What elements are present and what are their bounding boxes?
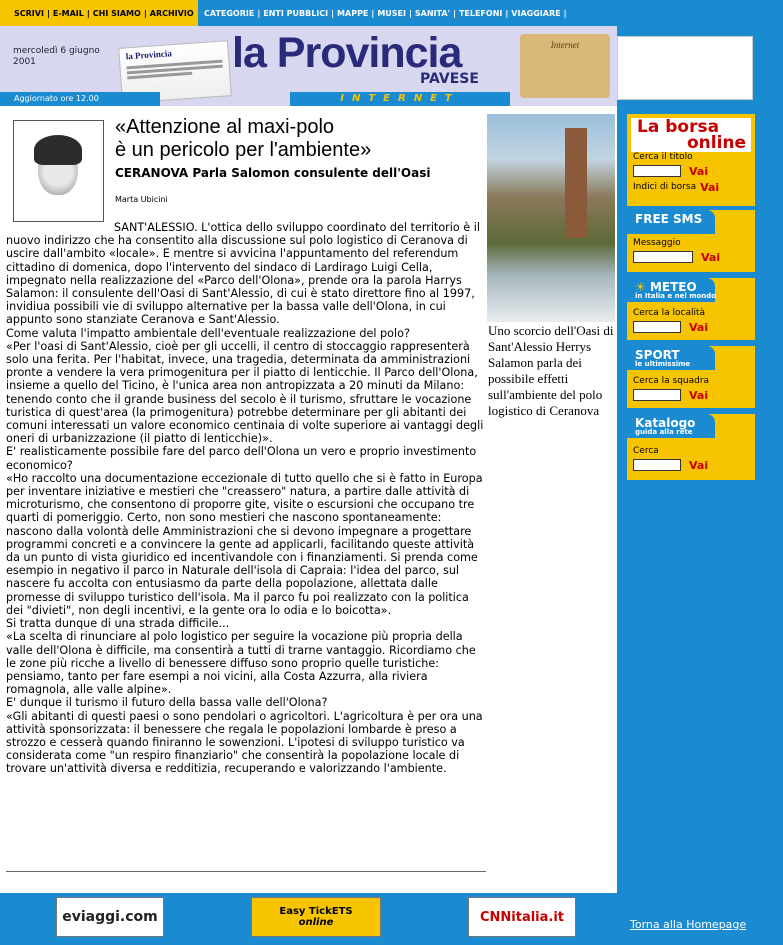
meteo-label: Cerca la località (633, 308, 706, 318)
easytickets-text: Easy TickETS (279, 906, 353, 917)
nav-viaggiare[interactable]: VIAGGIARE (511, 8, 561, 18)
borsa-search-input[interactable] (633, 165, 681, 177)
question: Come valuta l'impatto ambientale dell'eventuale realizzazione del polo? (6, 326, 410, 340)
article-author: Marta Ubicini (115, 195, 168, 204)
paragraph: «La scelta di rinunciare al polo logistico per seguire la vocazione più propria della valle dell'Olona è difficile, ma consentirà a tutti di trarne vantaggio. Ricordiamo che le zone più ricche a livello di benessere diffuso sono proprio quelle turistiche: pensiamo, tanto per fare esempi a noi vicini, alla Costa Azzurra, alla riviera romagnola, alle valle alpine». (6, 630, 476, 697)
nav-telefoni[interactable]: TELEFONI (458, 8, 503, 18)
nav-musei[interactable]: MUSEI (377, 8, 406, 18)
paragraph: «Gli abitanti di questi paesi o sono pendolari o agricoltori. L'agricoltura è per ora una attività sponsorizzata: il benessere che regala le popolazioni lombarde è preso a strozzo e cesserà quando finiranno le sowenzioni. L'ipotesi di sviluppo turistico va considerata come "un respiro finanziario" che consentirà la popolazione locale di trovare un'attività diversa e redditizia, recuperando e valorizzando l'ambiente. (6, 709, 483, 776)
indici-vai-button[interactable]: Vai (700, 180, 720, 194)
sport-tab: SPORT (627, 346, 715, 370)
sms-tab: FREE SMS (627, 210, 715, 234)
sport-label: Cerca la squadra (633, 376, 710, 386)
eviaggi-logo[interactable]: eviaggi.com (56, 897, 164, 937)
borsa-title-2: online (687, 133, 747, 153)
paragraph: «Ho raccolto una documentazione eccezionale di tutto quello che si è fatto in Europa per inventare iniziative e mestieri che "creassero" natura, a partire dalle attività di microturismo, che consentono di proporre gite, visite o escursioni che occupano tre quarti di pomeriggio. Certo, non sono mestieri che nascono spontaneamente: nascono dalla volontà delle Amministrazioni che si devono impegnare a progettare programmi concreti e a convincere la gente ad applicarli, facilitando queste attività da un punto di vista giuridico ed incentivandole con i finanziamenti. Si prenda come esempio in negativo il parco in Naturale dell'isola di Capraia: l'idea del parco, sul nascere fu accolta con entusiasmo da parte della popolazione, allettata dalle promesse di sviluppo turistico dell'isola. Ma il parco fu poi realizzato con la politica dei "divieti", non degli incentivi, e la gente ora lo odia e lo boicotta». (6, 471, 483, 617)
internet-banner: INTERNET (290, 92, 510, 106)
nav-chi-siamo[interactable]: CHI SIAMO (92, 8, 141, 18)
nav-scrivi[interactable]: SCRIVI (14, 8, 44, 18)
meteo-input[interactable] (633, 321, 681, 333)
meteo-widget (627, 278, 755, 340)
question: E' realisticamente possibile fare del parco dell'Olona un vero e proprio investimento economico? (6, 445, 477, 472)
homepage-link[interactable]: Torna alla Homepage (630, 918, 747, 931)
internet-scroll-image (520, 34, 610, 98)
year-text: 2001 (13, 57, 36, 67)
katalogo-tab: Katalogo (627, 414, 715, 438)
site-logo-sub: PAVESE (420, 71, 479, 87)
headline-line-1: «Attenzione al maxi-polo (115, 116, 335, 138)
paragraph: SANT'ALESSIO. L'ottica dello sviluppo coordinato del territorio è il nuovo indirizzo che ha consentito alla discussione sul polo logistico di Ceranova di uscire dall'ambito «locale». E mentre si avvicina l'appuntamento del referendum cittadino di domenica, dopo l'intervento del sindaco di Lardirago Luigi Cella, impegnato nella realizzazione del «Parco dell'Olona», prende ora la parola Harrys Salamon: il consulente dell'Oasi di Sant'Alessio, di cui è stato direttore fino al 1997, invidiua possibili vie di sviluppo alternative per la bassa valle dell'Olona, in cui appunto sono stanziate Ceranova e Sant'Alessio. (6, 221, 480, 327)
oasi-photo (487, 114, 615, 322)
nav-categorie[interactable]: CATEGORIE (204, 8, 255, 18)
question: E' dunque il turismo il futuro della bassa valle dell'Olona? (6, 696, 328, 710)
sms-vai-button[interactable]: Vai (701, 250, 721, 264)
meteo-vai-button[interactable]: Vai (689, 320, 709, 334)
nav-mappe[interactable]: MAPPE (337, 8, 369, 18)
top-navigation (0, 0, 783, 26)
katalogo-widget (627, 414, 755, 480)
sport-input[interactable] (633, 389, 681, 401)
borsa-vai-button[interactable]: Vai (689, 164, 709, 178)
easytickets-logo[interactable] (251, 897, 381, 937)
indici-link[interactable]: Indici di borsa (633, 182, 697, 192)
nav-enti-pubblici[interactable]: ENTI PUBBLICI (263, 8, 329, 18)
borsa-label: Cerca il titolo (633, 152, 693, 162)
site-logo[interactable]: la Provincia (232, 29, 462, 77)
katalogo-label: Cerca (633, 446, 659, 456)
article-body (6, 221, 486, 776)
meteo-sub: in Italia e nel mondo (635, 292, 717, 300)
update-time: Aggiornato ore 12.00 (0, 92, 160, 106)
scroll-text: Internet (550, 40, 580, 50)
borsa-widget (627, 114, 755, 206)
borsa-title (631, 118, 751, 152)
nav-archivio[interactable]: ARCHIVIO (149, 8, 194, 18)
article-headline (115, 116, 485, 162)
ad-banner[interactable] (617, 36, 753, 100)
sun-icon: ☀ (635, 280, 646, 294)
cnn-logo[interactable]: CNNitalia.it (468, 897, 576, 937)
masthead (0, 26, 617, 106)
issue-date (13, 46, 100, 68)
nav-email[interactable]: E-MAIL (52, 8, 84, 18)
headline-line-2: è un pericolo per l'ambiente» (115, 139, 372, 161)
tower-shape (565, 128, 587, 238)
sms-input[interactable] (633, 251, 693, 263)
katalogo-vai-button[interactable]: Vai (689, 458, 709, 472)
paper-masthead-text: la Provincia (125, 48, 173, 62)
sms-widget (627, 210, 755, 272)
katalogo-input[interactable] (633, 459, 681, 471)
author-photo (13, 120, 104, 222)
meteo-title: METEO (649, 280, 697, 294)
article-subhead: CERANOVA Parla Salomon consulente dell'Oasi (115, 166, 431, 180)
article-divider (6, 871, 486, 872)
date-text: mercoledì 6 giugno (13, 46, 100, 56)
nav-left-group: SCRIVI | E-MAIL | CHI SIAMO | ARCHIVIO (0, 0, 198, 26)
sport-widget (627, 346, 755, 408)
sms-label: Messaggio (633, 238, 681, 248)
question: Si tratta dunque di una strada difficile... (6, 617, 230, 631)
sport-vai-button[interactable]: Vai (689, 388, 709, 402)
nav-sanita[interactable]: SANITA' (414, 8, 451, 18)
easytickets-sub: online (298, 917, 334, 928)
photo-caption: Uno scorcio dell'Oasi di Sant'Alessio Herrys Salamon parla dei possibile effetti sull'ambiente del polo logistico di Ceranova (488, 323, 614, 418)
borsa-title-1: La borsa (637, 117, 720, 137)
nav-right-group: CATEGORIE | ENTI PUBBLICI | MAPPE | MUSEI | SANITA' | TELEFONI | VIAGGIARE | (198, 0, 783, 26)
paragraph: «Per l'oasi di Sant'Alessio, cioè per gli uccelli, il centro di stoccaggio rappresenterà solo una ferita. Per l'habitat, invece, una tragedia, determinata da amministrazioni pronte a vendere la vera primogenitura per il piatto di lenticchie. Il Parco dell'Olona, insieme a quello del Ticino, è l'unica area non antropizzata a 20 minuti da Milano: tenendo conto che il grande business del secolo è il turismo, sfruttare le vocazione turistica di quest'area (la primogenitura) potrebbe determinare per gli abitanti dei comuni interessati un valore economico centinaia di volte superiore ai vantaggi degli oneri di urbanizzazione (il piatto di lenticchie)». (6, 339, 484, 446)
sport-sub: le ultimissime (635, 360, 691, 368)
katalogo-sub: guida alla rete (635, 428, 693, 436)
